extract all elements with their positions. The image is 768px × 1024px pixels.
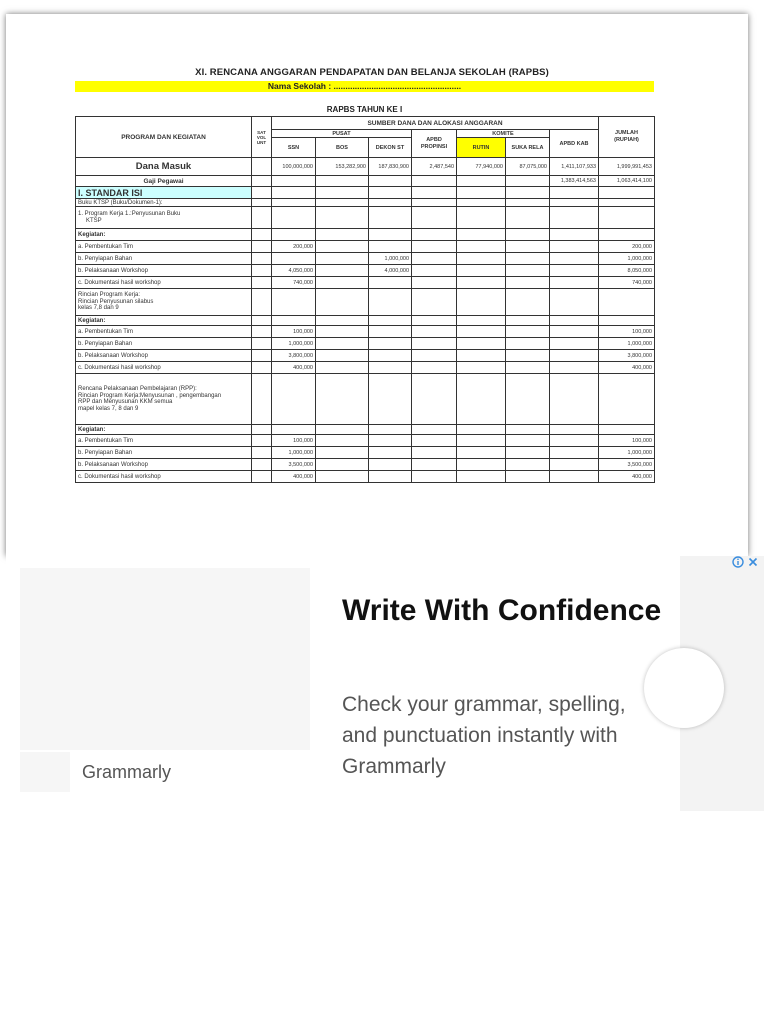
section1-item-2-label: b. Pelaksanaan Workshop — [76, 265, 252, 277]
section2-item-0-ssn: 100,000 — [272, 326, 316, 338]
section1-item-3-label: c. Dokumentasi hasil workshop — [76, 277, 252, 289]
header-komite: KOMITE — [457, 130, 550, 138]
section2-item-2-jumlah: 3,800,000 — [599, 350, 655, 362]
standar-isi-row — [76, 187, 655, 199]
section3-kegiatan: Kegiatan: — [76, 425, 252, 435]
section1-item-0-jumlah: 200,000 — [599, 241, 655, 253]
table-row — [76, 277, 655, 289]
close-icon[interactable] — [747, 556, 759, 571]
section3-item-2-label: b. Pelaksanaan Workshop — [76, 459, 252, 471]
section2-line3: kelas 7,8 dan 9 — [78, 305, 119, 312]
section2-item-2-ssn: 3,800,000 — [272, 350, 316, 362]
ad-brand[interactable]: Grammarly — [82, 762, 171, 782]
section3-item-3-ssn: 400,000 — [272, 471, 316, 483]
header-unt: UNT — [256, 139, 267, 145]
table-row — [76, 425, 655, 435]
document-title: XI. RENCANA ANGGARAN PENDAPATAN DAN BELANJA SEKOLAH (RAPBS) — [195, 67, 549, 78]
header-dekon: DEKON ST — [369, 138, 412, 158]
section1-item-3-ssn: 740,000 — [272, 277, 316, 289]
section2-item-3-ssn: 400,000 — [272, 362, 316, 374]
section3-line3: RPP dan Menyusunan KKM semua — [78, 399, 173, 405]
dana-masuk-apbd-kab: 1,411,107,933 — [550, 158, 599, 176]
section3-item-2-jumlah: 3,500,000 — [599, 459, 655, 471]
section2-line1: Rincian Program Kerja: — [78, 292, 141, 299]
header-rutin: RUTIN — [457, 138, 506, 158]
header-jumlah-line1: JUMLAH — [615, 130, 638, 136]
section2-item-3-jumlah: 400,000 — [599, 362, 655, 374]
table-row — [76, 229, 655, 241]
school-name: Nama Sekolah : ...................................................... — [267, 81, 462, 91]
ad-card[interactable] — [6, 556, 680, 811]
section3-line2: Rincian Program Kerja:Menyusunan , pengembangan — [78, 392, 222, 399]
table-row — [76, 471, 655, 483]
table-row — [76, 253, 655, 265]
table-header-row — [76, 117, 655, 130]
dana-masuk-row — [76, 158, 655, 176]
section3-item-0-ssn: 100,000 — [272, 435, 316, 447]
header-bos: BOS — [316, 138, 369, 158]
info-icon[interactable] — [732, 556, 744, 571]
section3-item-1-jumlah: 1,000,000 — [599, 447, 655, 459]
table-row — [76, 199, 655, 207]
section1-line1: Buku KTSP (Buku/Dokumen-1): — [76, 199, 252, 207]
section2-item-1-label: b. Penyiapan Bahan — [76, 338, 252, 350]
gaji-jumlah: 1,063,414,100 — [599, 176, 655, 187]
section1-item-1-jumlah: 1,000,000 — [599, 253, 655, 265]
header-vol: VOL — [256, 134, 267, 140]
gaji-row — [76, 176, 655, 187]
dana-masuk-ssn: 100,000,000 — [272, 158, 316, 176]
section1-item-2-ssn: 4,050,000 — [272, 265, 316, 277]
table-row — [76, 326, 655, 338]
header-sat-vol-unt — [252, 117, 272, 158]
rapbs-year-label: RAPBS TAHUN KE I — [326, 105, 403, 114]
section1-kegiatan: Kegiatan: — [76, 229, 252, 241]
header-sat: SAT — [257, 129, 266, 135]
gaji-label: Gaji Pegawai — [76, 176, 252, 187]
dana-masuk-jumlah: 1,999,991,453 — [599, 158, 655, 176]
section3-item-1-ssn: 1,000,000 — [272, 447, 316, 459]
header-jumlah-line2: (RUPIAH) — [614, 137, 639, 143]
header-program: PROGRAM DAN KEGIATAN — [76, 117, 252, 158]
ad-image-placeholder — [20, 568, 310, 750]
section1-item-0-label: a. Pembentukan Tim — [76, 241, 252, 253]
ad-body[interactable]: Check your grammar, spelling, and punctuation instantly with Grammarly — [342, 693, 626, 778]
section3-item-0-jumlah: 100,000 — [599, 435, 655, 447]
section3-line4: mapel kelas 7, 8 dan 9 — [78, 405, 139, 412]
section2-kegiatan: Kegiatan: — [76, 316, 252, 326]
document-page — [6, 14, 748, 556]
section1-item-2-dekon: 4,000,000 — [369, 265, 412, 277]
section3-item-3-jumlah: 400,000 — [599, 471, 655, 483]
section2-line2: Rincian Penyusunan silabus — [78, 298, 154, 305]
dana-masuk-suka-rela: 87,075,000 — [506, 158, 550, 176]
table-row — [76, 459, 655, 471]
ad-logo-placeholder — [20, 752, 70, 792]
section2-item-3-label: c. Dokumentasi hasil workshop — [76, 362, 252, 374]
dana-masuk-apbd-prop: 2,487,540 — [412, 158, 457, 176]
header-ssn: SSN — [272, 138, 316, 158]
table-row — [76, 447, 655, 459]
section2-item-0-jumlah: 100,000 — [599, 326, 655, 338]
table-row — [76, 435, 655, 447]
section3-line1: Rencana Pelaksanaan Pembelajaran (RPP): — [78, 386, 197, 392]
header-apbd-propinsi-line1: APBD — [426, 136, 442, 143]
table-row — [76, 241, 655, 253]
table-row — [76, 316, 655, 326]
section3-program — [76, 374, 252, 425]
header-sumber-dana: SUMBER DANA DAN ALOKASI ANGGARAN — [272, 117, 599, 130]
table-row — [76, 265, 655, 277]
section1-item-1-label: b. Penyiapan Bahan — [76, 253, 252, 265]
section1-item-2-jumlah: 8,050,000 — [599, 265, 655, 277]
section2-program — [76, 289, 252, 316]
ad-cta-button[interactable] — [644, 648, 724, 728]
dana-masuk-rutin: 77,940,000 — [457, 158, 506, 176]
section3-item-1-label: b. Penyiapan Bahan — [76, 447, 252, 459]
header-pusat: PUSAT — [272, 130, 412, 138]
table-row — [76, 338, 655, 350]
section1-item-0-ssn: 200,000 — [272, 241, 316, 253]
section1-program — [76, 207, 252, 229]
ad-headline[interactable]: Write With Confidence — [342, 594, 662, 627]
section3-item-2-ssn: 3,500,000 — [272, 459, 316, 471]
section1-line3: KTSP — [86, 217, 102, 224]
header-apbd-kab: APBD KAB — [550, 130, 599, 158]
grammarly-ad[interactable] — [6, 556, 764, 811]
standar-isi-label: I. STANDAR ISI — [76, 187, 252, 199]
header-suka-rela: SUKA RELA — [506, 138, 550, 158]
section2-item-1-ssn: 1,000,000 — [272, 338, 316, 350]
ad-choices[interactable] — [732, 556, 759, 571]
table-row — [76, 207, 655, 229]
section1-line2: 1. Program Kerja 1.:Penyusunan Buku — [78, 211, 181, 217]
section2-item-1-jumlah: 1,000,000 — [599, 338, 655, 350]
section1-item-1-dekon: 1,000,000 — [369, 253, 412, 265]
dana-masuk-bos: 153,282,900 — [316, 158, 369, 176]
table-row — [76, 374, 655, 425]
section2-item-2-label: b. Pelaksanaan Workshop — [76, 350, 252, 362]
table-row — [76, 362, 655, 374]
dana-masuk-dekon: 187,830,900 — [369, 158, 412, 176]
section1-item-3-jumlah: 740,000 — [599, 277, 655, 289]
gaji-apbd-kab: 1,383,414,563 — [550, 176, 599, 187]
section3-item-3-label: c. Dokumentasi hasil workshop — [76, 471, 252, 483]
section2-item-0-label: a. Pembentukan Tim — [76, 326, 252, 338]
table-row — [76, 350, 655, 362]
table-row — [76, 289, 655, 316]
rapbs-table — [75, 116, 655, 483]
header-apbd-propinsi-line2: PROPINSI — [420, 143, 448, 150]
header-apbd-propinsi — [412, 130, 457, 158]
section3-item-0-label: a. Pembentukan Tim — [76, 435, 252, 447]
header-jumlah — [599, 117, 655, 158]
dana-masuk-label: Dana Masuk — [76, 158, 252, 176]
